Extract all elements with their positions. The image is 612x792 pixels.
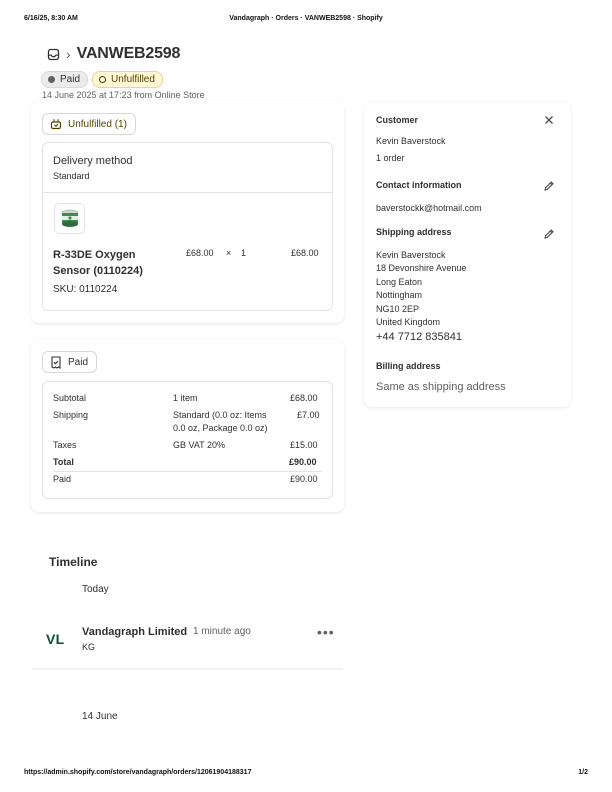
product-thumbnail[interactable] <box>54 203 85 234</box>
subtotal-detail: 1 item <box>173 393 198 403</box>
customer-phone[interactable]: +44 7712 835841 <box>376 331 462 343</box>
order-status-badges <box>41 71 163 88</box>
address-line-5: NG10 2EP <box>376 304 420 314</box>
customer-email-link[interactable]: baverstockk@hotmail.com <box>376 203 482 213</box>
paid-label: Paid <box>53 474 72 484</box>
taxes-detail: GB VAT 20% <box>173 440 226 450</box>
delivery-method-value: Standard <box>53 171 90 181</box>
product-quantity: 1 <box>241 248 247 258</box>
shipping-detail-line1: Standard (0.0 oz: Items <box>173 410 267 420</box>
timeline-older-date: 14 June <box>82 711 118 722</box>
fulfillment-status-badge <box>92 71 163 88</box>
unfulfilled-dot-icon <box>99 76 106 83</box>
billing-address-value: Same as shipping address <box>376 381 506 393</box>
shipping-label: Shipping <box>53 410 89 420</box>
total-label: Total <box>53 457 74 467</box>
product-name-line2[interactable]: Sensor (0110224) <box>53 265 143 277</box>
paid-status-label: Paid <box>68 356 89 368</box>
close-icon[interactable] <box>544 115 554 125</box>
product-name-line1[interactable]: R-33DE Oxygen <box>53 249 136 261</box>
print-page-title: Vandagraph · Orders · VANWEB2598 · Shopify <box>229 15 383 22</box>
product-unit-price: £68.00 <box>186 248 214 258</box>
more-horizontal-icon[interactable]: ••• <box>317 624 335 640</box>
print-url: https://admin.shopify.com/store/vandagraph/orders/12061904188317 <box>24 769 252 776</box>
delivery-divider <box>42 192 333 193</box>
paid-dot-icon <box>48 76 55 83</box>
contact-info-heading: Contact information <box>376 180 462 190</box>
receipt-icon <box>50 356 62 369</box>
page-title: VANWEB2598 <box>76 45 181 62</box>
paid-amount: £90.00 <box>290 474 318 484</box>
payment-status-label: Paid <box>60 74 81 85</box>
shipping-detail-line2: 0.0 oz, Package 0.0 oz) <box>173 423 268 433</box>
times-sign: × <box>226 248 232 258</box>
order-title-row <box>47 44 180 64</box>
payment-status-badge <box>41 71 88 88</box>
print-header <box>24 15 588 25</box>
taxes-label: Taxes <box>53 440 77 450</box>
unfulfilled-count-label: Unfulfilled (1) <box>68 118 127 130</box>
timeline-entry-time: 1 minute ago <box>193 626 251 637</box>
address-line-6: United Kingdom <box>376 317 441 327</box>
print-datetime: 6/16/25, 8:30 AM <box>24 15 78 22</box>
subtotal-label: Subtotal <box>53 393 87 403</box>
order-placed-line: 14 June 2025 at 17:23 from Online Store <box>42 90 205 100</box>
chevron-right-icon: › <box>66 46 71 62</box>
product-sku: SKU: 0110224 <box>53 284 118 295</box>
address-line-1: Kevin Baverstock <box>376 250 446 260</box>
unfulfilled-count-badge <box>42 113 136 135</box>
customer-heading: Customer <box>376 115 419 125</box>
edit-shipping-pencil-icon[interactable] <box>543 228 555 240</box>
print-footer <box>24 769 588 779</box>
total-amount: £90.00 <box>289 457 317 467</box>
timeline-entry-author: Vandagraph Limited <box>82 626 188 638</box>
shipping-address-heading: Shipping address <box>376 227 452 237</box>
address-line-4: Nottingham <box>376 290 423 300</box>
product-image-icon <box>58 207 82 231</box>
address-line-2: 18 Devonshire Avenue <box>376 263 467 273</box>
avatar: VL <box>46 631 65 647</box>
timeline-entry-body: KG <box>82 642 96 652</box>
billing-address-heading: Billing address <box>376 361 441 371</box>
package-icon <box>50 118 62 130</box>
customer-order-count[interactable]: 1 order <box>376 153 405 163</box>
edit-contact-pencil-icon[interactable] <box>543 180 555 192</box>
address-line-3: Long Eaton <box>376 277 423 287</box>
paid-status-badge <box>42 351 97 373</box>
print-page-number: 1/2 <box>578 769 588 776</box>
subtotal-amount: £68.00 <box>290 393 318 403</box>
customer-name-link[interactable]: Kevin Baverstock <box>376 136 446 146</box>
total-divider <box>53 471 322 472</box>
timeline-today-label: Today <box>82 584 109 595</box>
taxes-amount: £15.00 <box>290 440 318 450</box>
fulfillment-status-label: Unfulfilled <box>111 74 155 85</box>
product-line-total: £68.00 <box>291 248 319 258</box>
timeline-divider <box>32 668 343 670</box>
timeline-heading: Timeline <box>49 555 98 569</box>
shipping-amount: £7.00 <box>297 410 320 420</box>
inbox-icon[interactable] <box>47 48 60 61</box>
delivery-method-label: Delivery method <box>53 155 133 167</box>
